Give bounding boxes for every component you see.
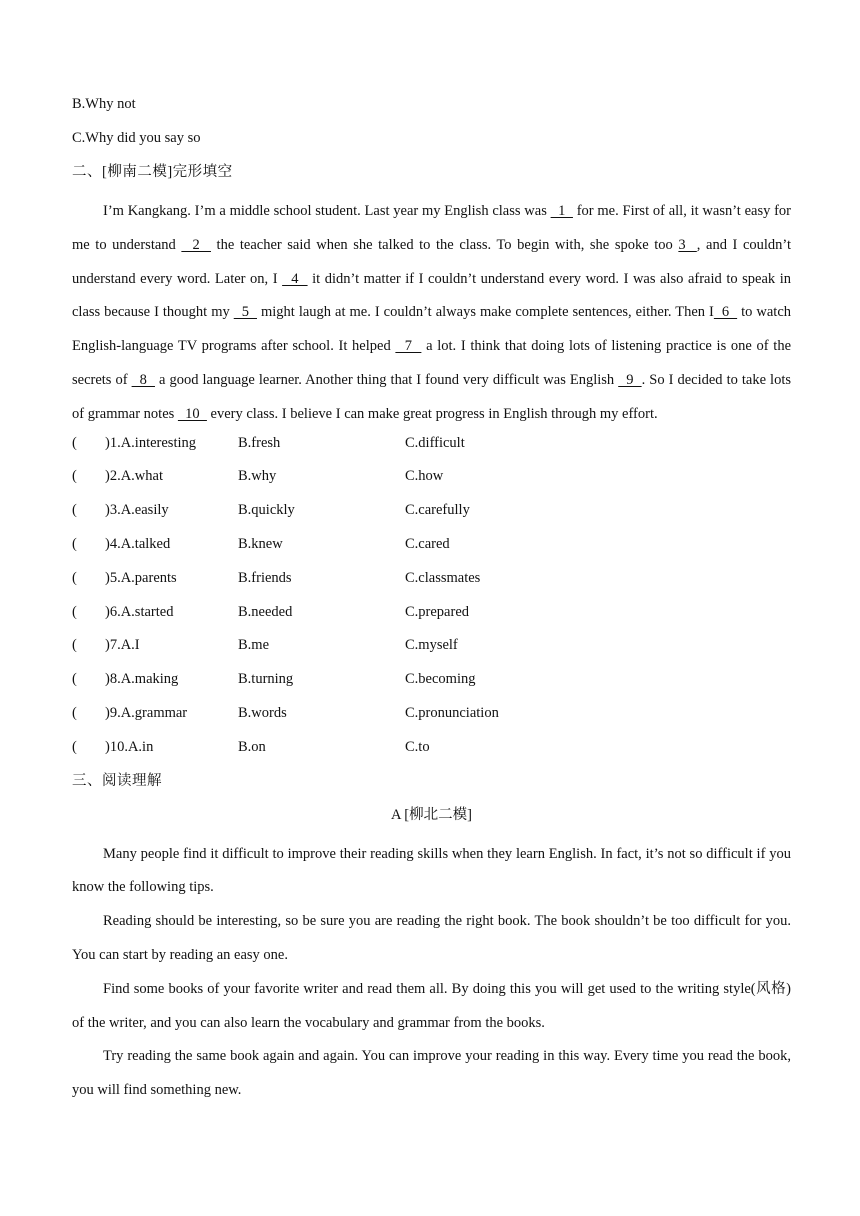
option-a: )6.A.started [105, 603, 174, 620]
option-line-b: B.Why not [72, 96, 136, 112]
option-a: )9.A.grammar [105, 704, 188, 721]
option-row-3 [72, 499, 791, 533]
option-c: C.difficult [405, 434, 465, 451]
options-list [72, 432, 791, 770]
option-a: )5.A.parents [105, 569, 177, 586]
section-heading-cloze: 二、[柳南二模]完形填空 [72, 164, 233, 180]
cloze-segment: I’m Kangkang. I’m a middle school student. Last year my English class was [103, 203, 551, 219]
option-b: B.fresh [238, 434, 281, 451]
reading-passage [72, 838, 791, 1108]
answer-paren: ( [72, 468, 77, 485]
reading-paragraph-1: Many people find it difficult to improve their reading skills when they learn English. In fact, it’s not so difficult if you know the following tips. [72, 845, 791, 896]
cloze-segment: might laugh at me. I couldn’t always make complete sentences, either. Then I [256, 304, 714, 321]
blank-9: 9 [618, 371, 642, 388]
option-row-5 [72, 567, 791, 601]
option-row-4 [72, 533, 791, 567]
answer-paren: ( [72, 738, 77, 755]
reading-paragraph-3: Find some books of your favorite writer and read them all. By doing this you will get used to the writing style(风格) of the writer, and you can also learn the vocabulary and grammar from the books. [72, 980, 791, 1031]
blank-5: 5 [233, 304, 257, 321]
option-a: )7.A.I [105, 637, 140, 654]
option-a: )3.A.easily [105, 502, 169, 519]
option-row-2 [72, 465, 791, 499]
blank-1: 1 [550, 203, 573, 219]
option-c: C.prepared [405, 603, 470, 620]
option-c: C.myself [405, 637, 458, 654]
cloze-segment: the teacher said when she talked to the class. To begin with, she spoke too [210, 236, 679, 253]
answer-paren: ( [72, 603, 77, 620]
option-line-c: C.Why did you say so [72, 130, 201, 146]
answer-paren: ( [72, 671, 77, 688]
blank-10: 10 [177, 405, 207, 422]
cloze-segment: a good language learner. Another thing that I found very difficult was English [154, 371, 619, 388]
option-b: B.on [238, 738, 266, 755]
option-a: )4.A.talked [105, 535, 171, 552]
blank-7: 7 [395, 338, 422, 355]
option-b: B.turning [238, 671, 294, 688]
cloze-segment: a lot. I think that doing lots of listening practice is one of the secrets of [72, 338, 792, 388]
blank-6: 6 [713, 304, 738, 321]
section-heading-reading: 三、阅读理解 [72, 772, 162, 789]
option-row-1 [72, 432, 791, 466]
option-b: B.knew [238, 535, 283, 552]
passage-title: A [柳北二模] [391, 806, 472, 823]
cloze-segment: to watch English-language TV programs after school. It helped [72, 304, 792, 355]
option-c: C.becoming [405, 671, 476, 688]
option-c: C.how [405, 468, 444, 485]
option-b: B.needed [238, 603, 293, 620]
option-c: C.carefully [405, 502, 470, 519]
option-row-8 [72, 668, 791, 702]
answer-paren: ( [72, 637, 77, 654]
option-b: B.quickly [238, 502, 295, 519]
option-a: )2.A.what [105, 468, 163, 485]
cloze-segment: for me. First of all, it wasn’t easy for me to understand [72, 203, 792, 253]
answer-paren: ( [72, 535, 77, 552]
cloze-segment: . So I decided to take lots of grammar notes [72, 371, 792, 422]
cloze-segment: , and I couldn’t understand every word. Later on, I [72, 236, 792, 287]
option-row-9 [72, 702, 791, 736]
blank-2: 2 [181, 236, 211, 253]
option-row-7 [72, 634, 791, 668]
option-row-6 [72, 601, 791, 635]
option-c: C.classmates [405, 569, 481, 586]
option-a: )10.A.in [105, 738, 154, 755]
cloze-passage [72, 195, 791, 432]
blank-4: 4 [282, 270, 308, 287]
answer-paren: ( [72, 502, 77, 519]
answer-paren: ( [72, 704, 77, 721]
option-row-10 [72, 736, 791, 770]
reading-paragraph-2: Reading should be interesting, so be sure you are reading the right book. The book shouldn’t be too difficult for you. You can start by reading an easy one. [72, 913, 791, 963]
answer-paren: ( [72, 434, 77, 451]
blank-3: 3 [678, 236, 697, 253]
option-b: B.words [238, 704, 287, 721]
cloze-segment: it didn’t matter if I couldn’t understand every word. I was also afraid to speak in class because I thought my [72, 270, 791, 321]
blank-8: 8 [131, 371, 155, 388]
reading-paragraph-4: Try reading the same book again and again. You can improve your reading in this way. Every time you read the book, you will find something new. [72, 1048, 791, 1099]
option-c: C.cared [405, 535, 450, 552]
option-c: C.to [405, 738, 430, 755]
page-content [72, 93, 791, 1108]
option-b: B.friends [238, 569, 292, 586]
option-b: B.why [238, 468, 277, 485]
option-b: B.me [238, 637, 270, 654]
answer-paren: ( [72, 569, 77, 586]
option-a: )8.A.making [105, 671, 179, 688]
cloze-text [72, 195, 791, 432]
cloze-segment: every class. I believe I can make great progress in English through my effort. [206, 405, 658, 422]
option-a: )1.A.interesting [105, 434, 197, 451]
option-c: C.pronunciation [405, 704, 499, 721]
